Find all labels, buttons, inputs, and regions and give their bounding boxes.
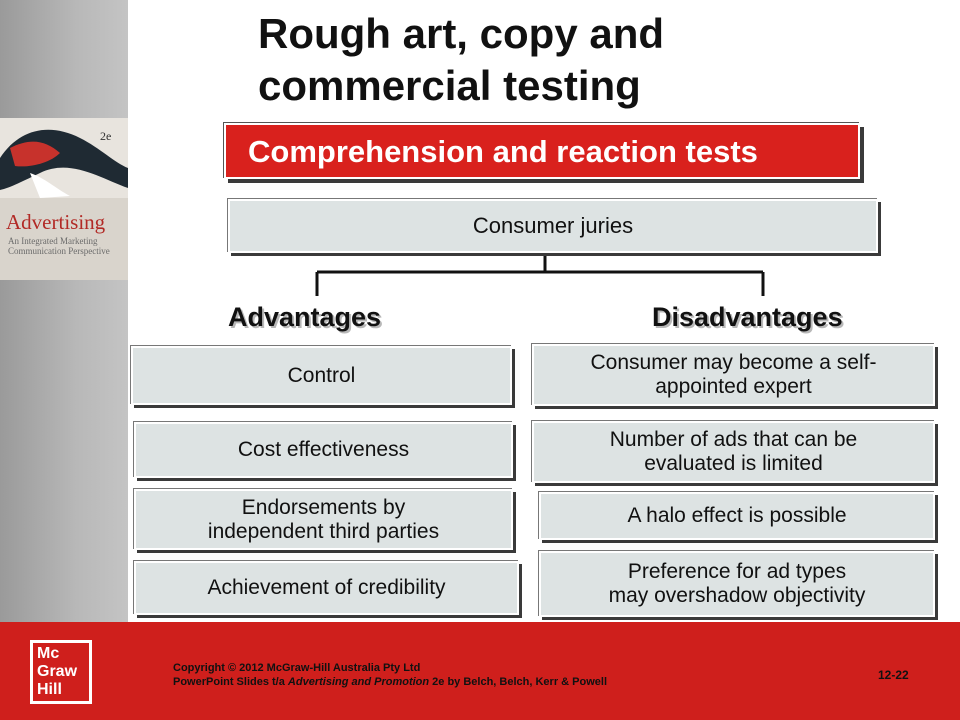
copyright-line-2: PowerPoint Slides t/a Advertising and Promotion 2e by Belch, Belch, Kerr & Powell bbox=[173, 676, 608, 688]
page-number: 12-22 bbox=[878, 668, 909, 682]
advantage-item-text: Achievement of credibility bbox=[207, 576, 446, 599]
slide-title-line2: commercial testing bbox=[258, 62, 641, 109]
disadvantage-item-text: Number of ads that can be evaluated is limited bbox=[609, 428, 858, 475]
copyright-notice bbox=[173, 661, 607, 689]
advantages-heading: Advantages bbox=[228, 302, 382, 332]
mcgraw-hill-logo bbox=[30, 640, 92, 704]
cover-edition: 2e bbox=[100, 129, 112, 143]
advantage-item-text: Endorsements by independent third parties bbox=[207, 495, 440, 543]
disadvantage-item bbox=[539, 492, 935, 540]
disadvantages-heading: Disadvantages bbox=[652, 302, 843, 332]
cover-artwork bbox=[0, 118, 128, 198]
cover-title: Advertising bbox=[6, 210, 106, 234]
disadvantage-item bbox=[532, 421, 935, 483]
disadvantage-item bbox=[532, 344, 935, 406]
slide-title bbox=[258, 8, 858, 112]
advantage-item bbox=[134, 422, 513, 478]
disadvantage-item-text: Preference for ad types may overshadow objectivity bbox=[608, 560, 866, 607]
advantage-item-text: Cost effectiveness bbox=[237, 438, 410, 461]
copyright-line-1: Copyright © 2012 McGraw-Hill Australia Pty Ltd bbox=[173, 662, 421, 674]
consumer-juries-box bbox=[228, 199, 878, 253]
advantage-item bbox=[131, 346, 512, 405]
consumer-juries-label: Consumer juries bbox=[472, 213, 634, 238]
disadvantage-item-text: Consumer may become a self- appointed expert bbox=[590, 351, 877, 398]
banner-text: Comprehension and reaction tests bbox=[248, 134, 758, 169]
disadvantage-item-text: A halo effect is possible bbox=[627, 504, 847, 527]
book-cover-image bbox=[0, 118, 128, 280]
advantage-item-text: Control bbox=[287, 363, 356, 387]
cover-subtitle: An Integrated Marketing Communication Perspective bbox=[8, 236, 110, 256]
section-banner bbox=[224, 123, 860, 179]
logo-text: Mc Graw Hill bbox=[33, 643, 89, 701]
disadvantage-item bbox=[539, 551, 935, 617]
advantage-item bbox=[134, 489, 513, 550]
left-sidebar-strip bbox=[0, 0, 128, 622]
advantage-item bbox=[134, 561, 519, 615]
slide-title-line1: Rough art, copy and bbox=[258, 10, 665, 57]
